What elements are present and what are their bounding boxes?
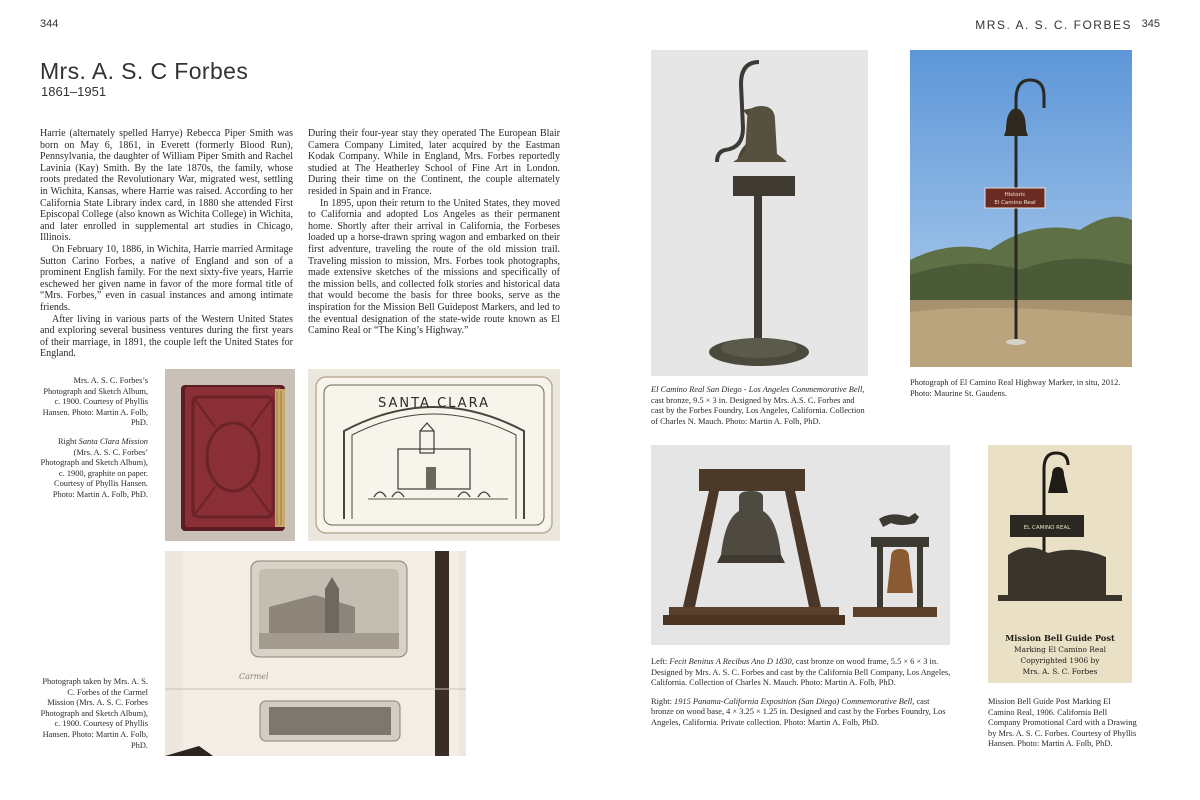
body-column-1 [40, 128, 293, 360]
card-line-1: Mission Bell Guide Post [1005, 633, 1115, 643]
guide-post-card [988, 445, 1132, 683]
caption-text: Mission Bell Guide Post Marking El Camino Real, 1906. California Bell Company Promotional Card with a Drawing by Mrs. A. S. C. Forbes. Courtesy of Phyllis Hansen. Photo: Martin A. Folb, PhD. [988, 697, 1137, 749]
card-line-4: Mrs. A. S. C. Forbes [1022, 667, 1098, 676]
card-line-2: Marking El Camino Real [1014, 645, 1106, 654]
left-page-number: 344 [40, 18, 59, 30]
marker-sign-line-1: Historic [1004, 192, 1026, 198]
paragraph: Harrie (alternately spelled Harrye) Rebecca Piper Smith was born on May 6, 1861, in Everett (formerly Blood Run), Pennsylvania, the daughter of William Piper Smith and Rachel Lavinia (Kay) Smith. By the late 1870s, the family, whose roots predated the Revolutionary War, migrated west, settling in Wichita, Kansas, where Harrie was raised. According to her California State Library index card, in 1880 she attended First Episcopal College (also known as Wichita College) in Wichita, and later enrolled in supplemental art studies in Chicago, Illinois. [40, 128, 293, 244]
page-title: Mrs. A. S. C Forbes [40, 58, 249, 84]
paragraph: During their four-year stay they operated The European Blair Camera Company Limited, later acquired by the Eastman Kodak Company. While in England, Mrs. Forbes reportedly studied at The Heatherley School of Fine Art in London. During their time on the Continent, the couple alternately resided in Spain and in France. [308, 128, 560, 197]
paragraph: In 1895, upon their return to the United States, they moved to California and adopted Los Angeles as their permanent home. Shortly after their arrival in California, the Forbeses loaded up a horse-drawn spring wagon and embarked on their first adventure, traveling the route of the old mission trail. Traveling mission to mission, Mrs. Forbes took photographs, made extensive sketches of the missions and specifically of the mission bells, and collected folk stories and historical data that would become the basis for three books, serve as the inspiration for the Mission Bell Guidepost Markers, and led to the eventual designation of the state-wide route known as El Camino Real or “The King’s Highway.” [308, 197, 560, 337]
sketch-heading: SANTA CLARA [378, 396, 490, 411]
caption-left-bell: Left: Fecit Benitus A Recibus Ano D 1830, cast bronze on wood frame, 5.5 × 6 × 3 in. Designed by Mrs. A. S. C. Forbes and cast by the California Bell Company, Los Angeles, California. Collection of Charles N. Mauch. Photo: Martin A. Folb, PhD. [651, 657, 951, 688]
caption-text: El Camino Real San Diego - Los Angeles Commemorative Bell, cast bronze, 9.5 × 3 in. Designed by Mrs. A.S. C. Forbes and cast by the Forbes Foundry, Los Angeles, California. Collection of Charles N. Mauch. Photo: Martin A. Folb, PhD. [651, 385, 865, 426]
caption-text: Photograph taken by Mrs. A. S. C. Forbes of the Carmel Mission (Mrs. A. S. C. Forbes Photograph and Sketch Album), c. 1900. Courtesy of Phyllis Hansen. Photo: Martin A. Folb, PhD. [40, 677, 148, 750]
paragraph: After living in various parts of the Western United States and exploring several business ventures during the first years of their marriage, in 1891, the couple left the United States for England. [40, 313, 293, 360]
caption-commemorative-bell [651, 385, 868, 427]
caption-santa-clara: Right Santa Clara Mission (Mrs. A. S. C. Forbes’ Photograph and Sketch Album), c. 1900, graphite on paper. Courtesy of Phyllis Hansen. Photo: Martin A. Folb, PhD. [40, 436, 148, 499]
album-annotation: Carmel [239, 672, 269, 681]
santa-clara-sketch [308, 369, 560, 541]
commemorative-bell-photo [651, 50, 868, 376]
carmel-album-photo [165, 551, 466, 756]
caption-carmel [40, 677, 148, 751]
life-dates: 1861–1951 [41, 84, 107, 99]
caption-two-bells [651, 657, 951, 729]
caption-text: Mrs. A. S. C. Forbes’s Photograph and Sketch Album, c. 1900. Courtesy of Phyllis Hansen. Photo: Martin A. Folb, PhD. [42, 376, 148, 428]
album-photo [165, 369, 295, 541]
two-bells-photo [651, 445, 950, 645]
body-column-2 [308, 128, 560, 337]
caption-guide-post-card [988, 697, 1138, 750]
card-line-3: Copyrighted 1906 by [1020, 656, 1100, 665]
caption-album [40, 376, 148, 501]
right-page-number: 345 [1141, 18, 1160, 30]
running-head: MRS. A. S. C. FORBES [975, 18, 1132, 32]
caption-highway-marker [910, 378, 1132, 399]
caption-right-bell: Right: 1915 Panama-California Exposition (San Diego) Commemorative Bell, cast bronze on wood base, 4 × 3.25 × 1.25 in. Designed and cast by the Forbes Foundry, Los Angeles, California. Private collection. Photo: Martin A. Folb, PhD. [651, 696, 946, 727]
highway-marker-photo [910, 50, 1132, 367]
caption-text: Photograph of El Camino Real Highway Marker, in situ, 2012. Photo: Maurine St. Gaudens. [910, 378, 1121, 398]
card-sign-text: EL CAMINO REAL [1023, 525, 1071, 531]
paragraph: On February 10, 1886, in Wichita, Harrie married Armitage Sutton Carino Forbes, a native of England and son of a prominent English family. For the next sixty-five years, Harrie eschewed her given name in favor of the more formal title of “Mrs. Forbes,” even in casual instances and among intimate friends. [40, 243, 293, 313]
marker-sign-line-2: El Camino Real [994, 200, 1036, 206]
